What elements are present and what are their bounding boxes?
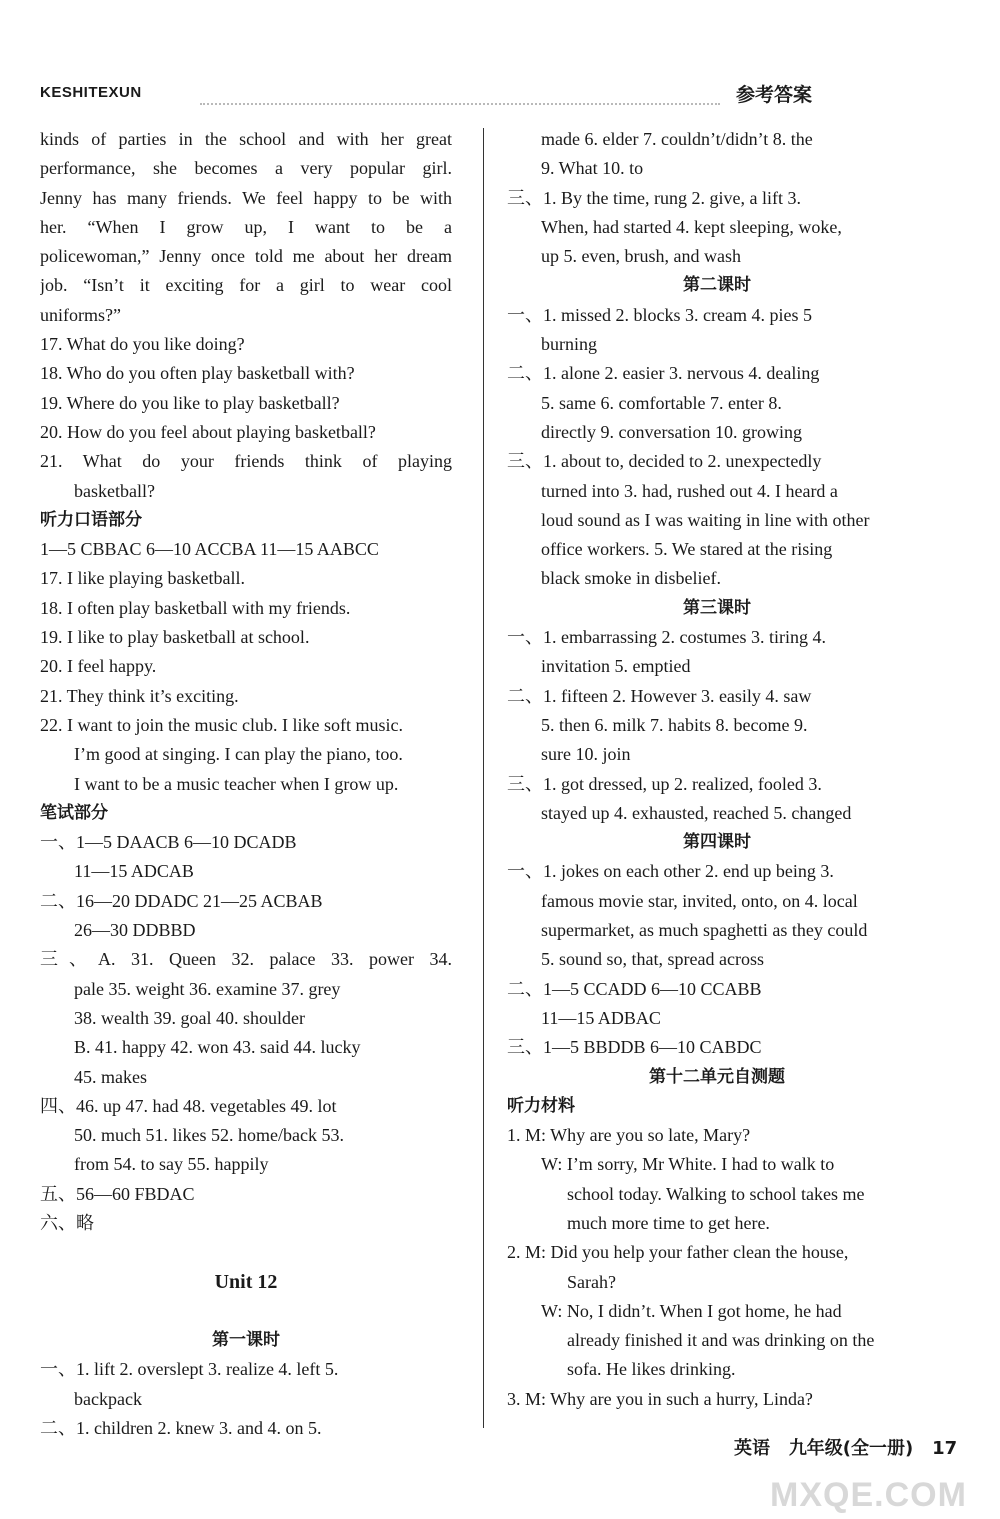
column-divider xyxy=(483,128,484,1428)
answer-line: from 54. to say 55. happily xyxy=(74,1154,269,1175)
text-line: job. “Isn’t it exciting for a girl to wear cool xyxy=(40,275,452,296)
right-column xyxy=(507,125,927,1414)
answer-line: 17. I like playing basketball. xyxy=(40,568,245,589)
dialogue-line: 2. M: Did you help your father clean the house, xyxy=(507,1242,849,1263)
test-heading: 第十二单元自测题 xyxy=(649,1066,785,1087)
answer-line: supermarket, as much spaghetti as they could xyxy=(541,920,868,941)
answer-line: invitation 5. emptied xyxy=(541,656,691,677)
dialogue-line: W: I’m sorry, Mr White. I had to walk to xyxy=(541,1154,835,1175)
answer-line: 一、1. jokes on each other 2. end up being 3. xyxy=(507,861,834,882)
dialogue-line: 3. M: Why are you in such a hurry, Linda? xyxy=(507,1388,813,1409)
text-line: performance, she becomes a very popular girl. xyxy=(40,158,452,179)
dialogue-line: much more time to get here. xyxy=(567,1212,770,1233)
page-footer xyxy=(734,1434,957,1460)
dialogue-line: sofa. He likes drinking. xyxy=(567,1359,736,1380)
answer-line: 二、1—5 CCADD 6—10 CCABB xyxy=(507,978,762,999)
answer-line: I want to be a music teacher when I grow up. xyxy=(74,773,399,794)
text-line: Jenny has many friends. We feel happy to be with xyxy=(40,187,452,208)
text-line: her. “When I grow up, I want to be a xyxy=(40,216,452,237)
answer-line: 38. wealth 39. goal 40. shoulder xyxy=(74,1007,305,1028)
dialogue-line: Sarah? xyxy=(567,1271,616,1292)
answer-line: 1—5 CBBAC 6—10 ACCBA 11—15 AABCC xyxy=(40,539,379,560)
answer-line: burning xyxy=(541,334,597,355)
answer-line: When, had started 4. kept sleeping, woke, xyxy=(541,216,842,237)
answer-line: made 6. elder 7. couldn’t/didn’t 8. the xyxy=(541,129,813,149)
answer-line: 50. much 51. likes 52. home/back 53. xyxy=(74,1125,344,1146)
footer-grade: 九年级(全一册) xyxy=(788,1438,914,1459)
dialogue-line: 1. M: Why are you so late, Mary? xyxy=(507,1125,751,1146)
answer-line: 二、1. alone 2. easier 3. nervous 4. dealing xyxy=(507,363,820,384)
answer-line: 21. What do your friends think of playing xyxy=(40,451,452,472)
answer-line: 5. sound so, that, spread across xyxy=(541,949,764,970)
lesson-heading: 第一课时 xyxy=(212,1330,280,1351)
answer-line: 21. They think it’s exciting. xyxy=(40,685,239,706)
answer-line: 一、1. lift 2. overslept 3. realize 4. left 5. xyxy=(40,1359,339,1380)
answer-line: office workers. 5. We stared at the rising xyxy=(541,539,833,560)
answer-line: turned into 3. had, rushed out 4. I heard a xyxy=(541,480,838,501)
answer-line: sure 10. join xyxy=(541,744,631,765)
answer-line: 三、1. about to, decided to 2. unexpectedly xyxy=(507,451,822,472)
brand-header: KESHITEXUN xyxy=(40,84,142,101)
answer-line: 5. same 6. comfortable 7. enter 8. xyxy=(541,392,782,413)
answer-line: 5. then 6. milk 7. habits 8. become 9. xyxy=(541,714,808,735)
dialogue-line: already finished it and was drinking on the xyxy=(567,1330,875,1351)
header-dotted-rule xyxy=(200,103,720,105)
answer-line: 19. Where do you like to play basketball? xyxy=(40,392,340,413)
answer-line: 11—15 ADCAB xyxy=(74,861,194,882)
answer-line: 一、1. embarrassing 2. costumes 3. tiring 4. xyxy=(507,627,826,648)
answer-line: 22. I want to join the music club. I like soft music. xyxy=(40,714,403,735)
section-heading: 听力材料 xyxy=(507,1095,575,1116)
answer-line: 一、1—5 DAACB 6—10 DCADB xyxy=(40,832,297,853)
left-column xyxy=(40,125,452,1443)
answer-line: backpack xyxy=(74,1388,142,1409)
lesson-heading: 第二课时 xyxy=(683,275,751,296)
answer-line: 19. I like to play basketball at school. xyxy=(40,627,310,648)
answer-line: basketball? xyxy=(74,480,155,501)
answer-line: 三、1—5 BBDDB 6—10 CABDC xyxy=(507,1037,762,1058)
answer-line: up 5. even, brush, and wash xyxy=(541,246,741,267)
answer-line: 17. What do you like doing? xyxy=(40,334,245,355)
answer-line: directly 9. conversation 10. growing xyxy=(541,421,802,442)
answer-line: 18. I often play basketball with my friends. xyxy=(40,597,351,618)
answer-line: 20. I feel happy. xyxy=(40,656,157,677)
answer-line: 六、略 xyxy=(40,1212,94,1233)
answer-line: 三、1. got dressed, up 2. realized, fooled 3. xyxy=(507,773,822,794)
answer-line: 26—30 DDBBD xyxy=(74,920,196,941)
answer-line: 三、A. 31. Queen 32. palace 33. power 34. xyxy=(40,949,452,970)
text-line: kinds of parties in the school and with her great xyxy=(40,129,452,149)
spacer xyxy=(40,1297,452,1326)
footer-subject: 英语 xyxy=(734,1438,770,1459)
answer-line: 9. What 10. to xyxy=(541,158,644,179)
page-number: 17 xyxy=(932,1438,958,1459)
answer-line: 11—15 ADBAC xyxy=(541,1007,661,1028)
answer-line: loud sound as I was waiting in line with other xyxy=(541,509,870,530)
answer-line: stayed up 4. exhausted, reached 5. changed xyxy=(541,802,852,823)
lesson-heading: 第四课时 xyxy=(683,832,751,853)
answer-line: 45. makes xyxy=(74,1066,147,1087)
lesson-heading: 第三课时 xyxy=(683,597,751,618)
answer-line: 二、16—20 DDADC 21—25 ACBAB xyxy=(40,890,323,911)
answer-line: 四、46. up 47. had 48. vegetables 49. lot xyxy=(40,1095,337,1116)
answer-line: black smoke in disbelief. xyxy=(541,568,721,589)
answer-line: 20. How do you feel about playing basketball? xyxy=(40,421,376,442)
answer-line: 18. Who do you often play basketball with? xyxy=(40,363,355,384)
answer-line: famous movie star, invited, onto, on 4. local xyxy=(541,890,858,911)
answer-line: 二、1. children 2. knew 3. and 4. on 5. xyxy=(40,1418,322,1439)
section-title: 参考答案 xyxy=(736,84,813,106)
watermark: MXQE.COM xyxy=(770,1476,967,1514)
spacer xyxy=(40,1238,452,1267)
answer-line: 一、1. missed 2. blocks 3. cream 4. pies 5 xyxy=(507,304,812,325)
text-line: uniforms?” xyxy=(40,304,121,325)
answer-line: I’m good at singing. I can play the piano, too. xyxy=(74,744,403,765)
answer-line: 五、56—60 FBDAC xyxy=(40,1183,195,1204)
unit-title: Unit 12 xyxy=(214,1270,278,1293)
answer-line: B. 41. happy 42. won 43. said 44. lucky xyxy=(74,1037,361,1058)
text-line: policewoman,” Jenny once told me about her dream xyxy=(40,246,452,267)
dialogue-line: W: No, I didn’t. When I got home, he had xyxy=(541,1300,842,1321)
answer-line: 三、1. By the time, rung 2. give, a lift 3. xyxy=(507,187,801,208)
answer-line: 二、1. fifteen 2. However 3. easily 4. saw xyxy=(507,685,812,706)
section-heading: 听力口语部分 xyxy=(40,509,142,530)
answer-line: pale 35. weight 36. examine 37. grey xyxy=(74,978,341,999)
dialogue-line: school today. Walking to school takes me xyxy=(567,1183,865,1204)
section-heading: 笔试部分 xyxy=(40,802,108,823)
